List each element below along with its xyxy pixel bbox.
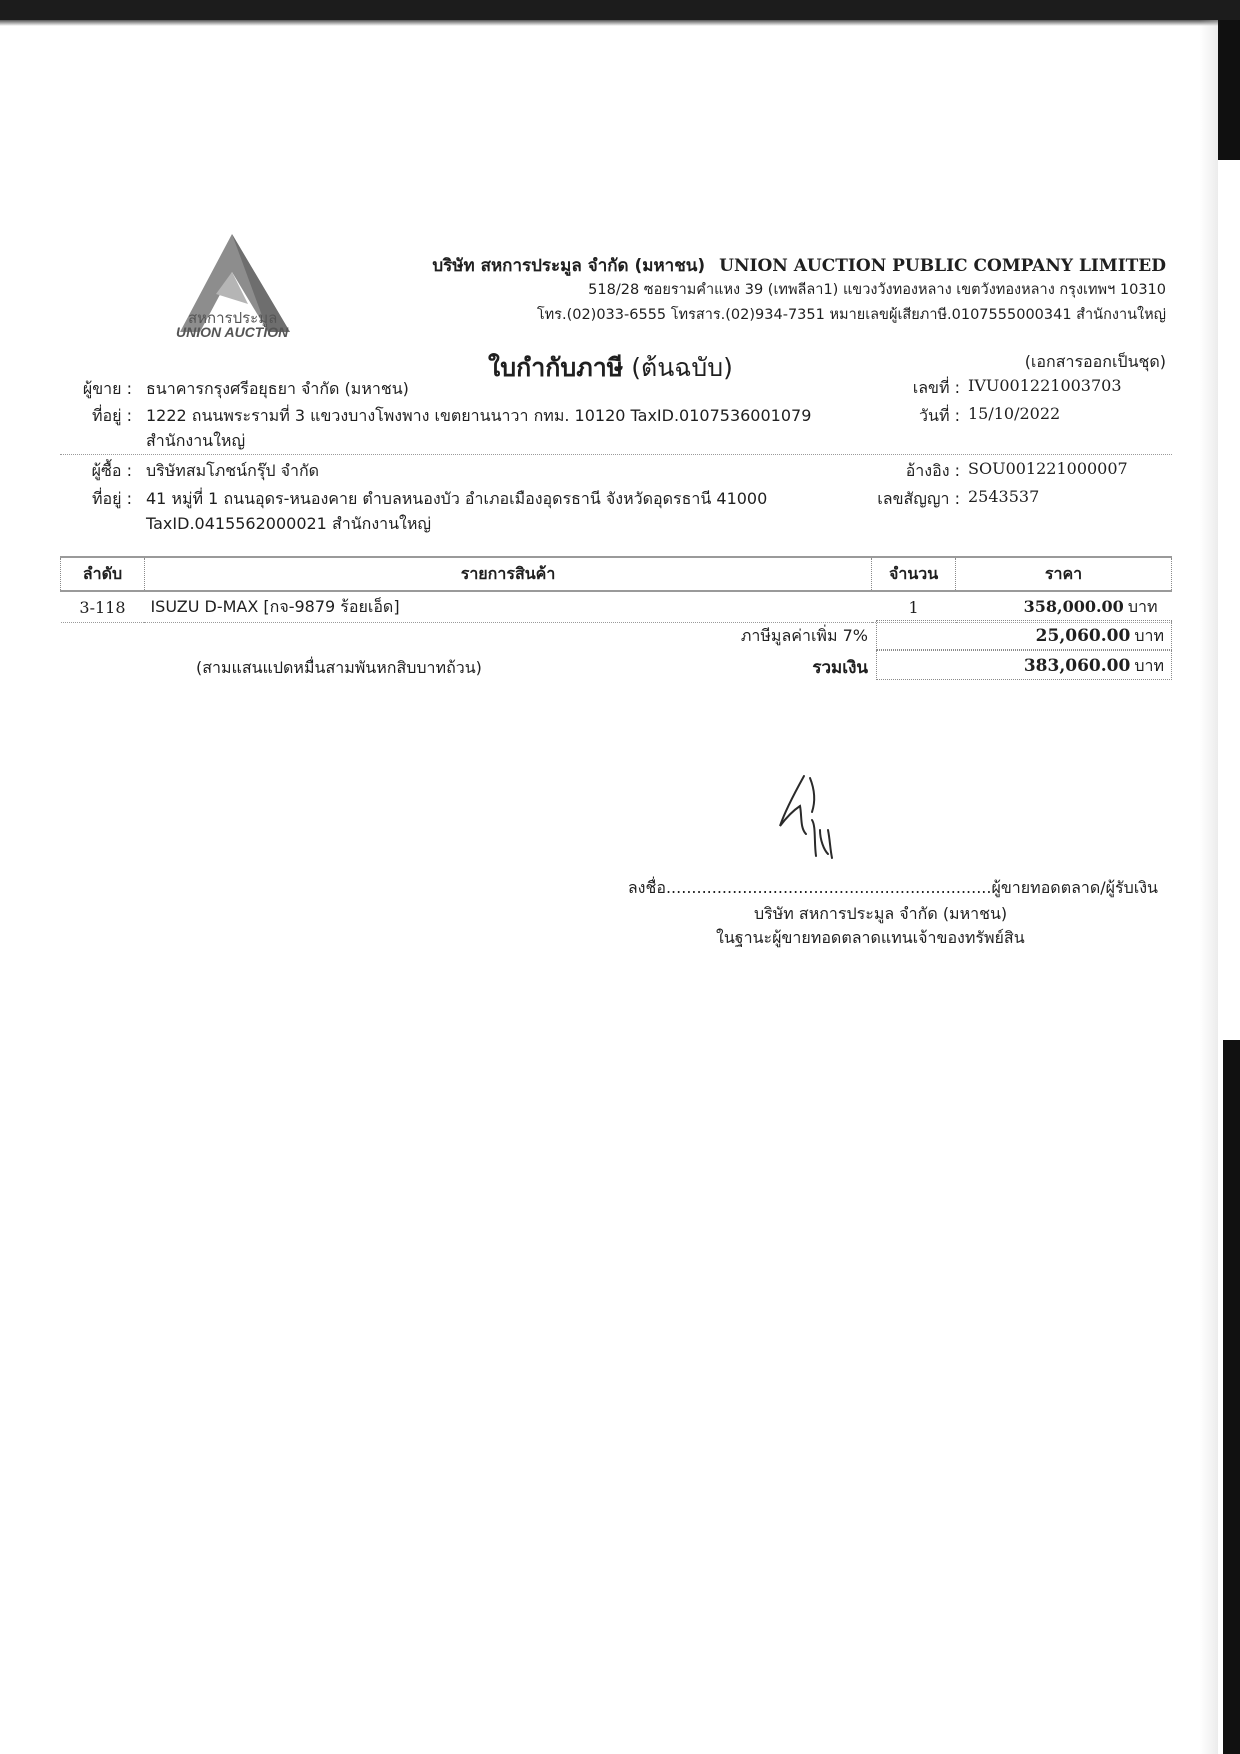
vat-unit: บาท: [1134, 626, 1164, 645]
buyer-name: บริษัทสมโภชน์กรุ๊ป จำกัด: [146, 461, 320, 480]
vat-amount: [1036, 624, 1164, 649]
items-table: [60, 556, 1172, 623]
invoice-number-label: เลขที่ :: [912, 378, 960, 397]
invoice-date: 15/10/2022: [968, 404, 1061, 423]
row-price-value: 358,000.00: [1023, 596, 1124, 616]
buyer-address-line1: 41 หมู่ที่ 1 ถนนอุดร-หนองคาย ตำบลหนองบัว อำเภอเมืองอุดรธานี จังหวัดอุดรธานี 41000: [146, 489, 768, 508]
contract-number: 2543537: [968, 487, 1040, 506]
scan-border-right-top: [1218, 20, 1240, 160]
row-item: [144, 591, 871, 623]
invoice-date-label: วันที่ :: [919, 406, 960, 425]
header-sequence: ลำดับ: [61, 557, 145, 591]
reference-label: อ้างอิง :: [905, 461, 960, 480]
row-sequence: 3-118: [61, 591, 145, 623]
seller-label: ผู้ขาย :: [82, 379, 132, 398]
row-quantity: 1: [872, 591, 956, 623]
header-price: ราคา: [956, 557, 1172, 591]
seller-address-line2: สำนักงานใหญ่: [146, 431, 246, 450]
total-unit: บาท: [1134, 656, 1164, 675]
buyer-address-label: ที่อยู่ :: [91, 489, 132, 508]
handwritten-signature: [776, 770, 846, 866]
row-price-unit: บาท: [1127, 596, 1158, 616]
company-name-thai: บริษัท สหการประมูล จำกัด (มหาชน): [432, 256, 706, 276]
amount-in-words: (สามแสนแปดหมื่นสามพันหกสิบบาทถ้วน): [196, 658, 482, 677]
buyer-label: ผู้ซื้อ :: [91, 461, 132, 480]
invoice-number: IVU001221003703: [968, 376, 1122, 395]
vat-label: ภาษีมูลค่าเพิ่ม 7%: [740, 626, 868, 645]
row-price: [956, 591, 1172, 623]
company-name-english: UNION AUCTION PUBLIC COMPANY LIMITED: [719, 256, 1166, 276]
scan-shade: [1200, 20, 1218, 1754]
scan-border-right-bottom: [1223, 1040, 1240, 1754]
row-item-text: ISUZU D-MAX [กจ-9879 ร้อยเอ็ด]: [150, 596, 400, 616]
signature-company: บริษัท สหการประมูล จำกัด (มหาชน): [754, 904, 1008, 923]
signature-dots: ................................................................: [665, 878, 992, 897]
signature-line: [628, 876, 1158, 901]
company-name: [432, 252, 1166, 279]
logo-text-thai: สหการประมูล: [188, 309, 278, 327]
table-row: [61, 591, 1172, 623]
company-address: 518/28 ซอยรามคำแหง 39 (เทพลีลา1) แขวงวังทองหลาง เขตวังทองหลาง กรุงเทพฯ 10310: [588, 282, 1166, 298]
total-label: รวมเงิน: [812, 658, 868, 678]
vat-value: 25,060.00: [1035, 626, 1131, 646]
document-title-suffix: (ต้นฉบับ): [631, 353, 733, 382]
document-title: [488, 348, 733, 388]
seller-name: ธนาคารกรุงศรีอยุธยา จำกัด (มหาชน): [146, 379, 409, 398]
scan-border-top: [0, 0, 1240, 20]
buyer-address-line2: TaxID.0415562000021 สำนักงานใหญ่: [146, 514, 432, 533]
contract-label: เลขสัญญา :: [877, 489, 960, 508]
total-value: 383,060.00: [1023, 656, 1131, 676]
document-set-note: (เอกสารออกเป็นชุด): [1024, 352, 1166, 371]
header-item: รายการสินค้า: [144, 557, 871, 591]
signature-capacity: ในฐานะผู้ขายทอดตลาดแทนเจ้าของทรัพย์สิน: [716, 928, 1025, 947]
document-title-main: ใบกำกับภาษี: [488, 353, 624, 382]
signature-label: ลงชื่อ: [627, 878, 666, 897]
section-divider: [60, 454, 1172, 455]
logo-text-english: UNION AUCTION: [176, 324, 289, 340]
seller-address-label: ที่อยู่ :: [91, 406, 132, 425]
company-contact: โทร.(02)033-6555 โทรสาร.(02)934-7351 หมายเลขผู้เสียภาษี.0107555000341 สำนักงานใหญ่: [536, 307, 1166, 323]
seller-address-line1: 1222 ถนนพระรามที่ 3 แขวงบางโพงพาง เขตยานนาวา กทม. 10120 TaxID.0107536001079: [146, 406, 812, 425]
reference-number: SOU001221000007: [968, 459, 1128, 478]
total-amount: [1024, 654, 1164, 679]
table-header-row: [61, 557, 1172, 591]
signature-role: ผู้ขายทอดตลาด/ผู้รับเงิน: [991, 878, 1158, 897]
header-quantity: จำนวน: [872, 557, 956, 591]
